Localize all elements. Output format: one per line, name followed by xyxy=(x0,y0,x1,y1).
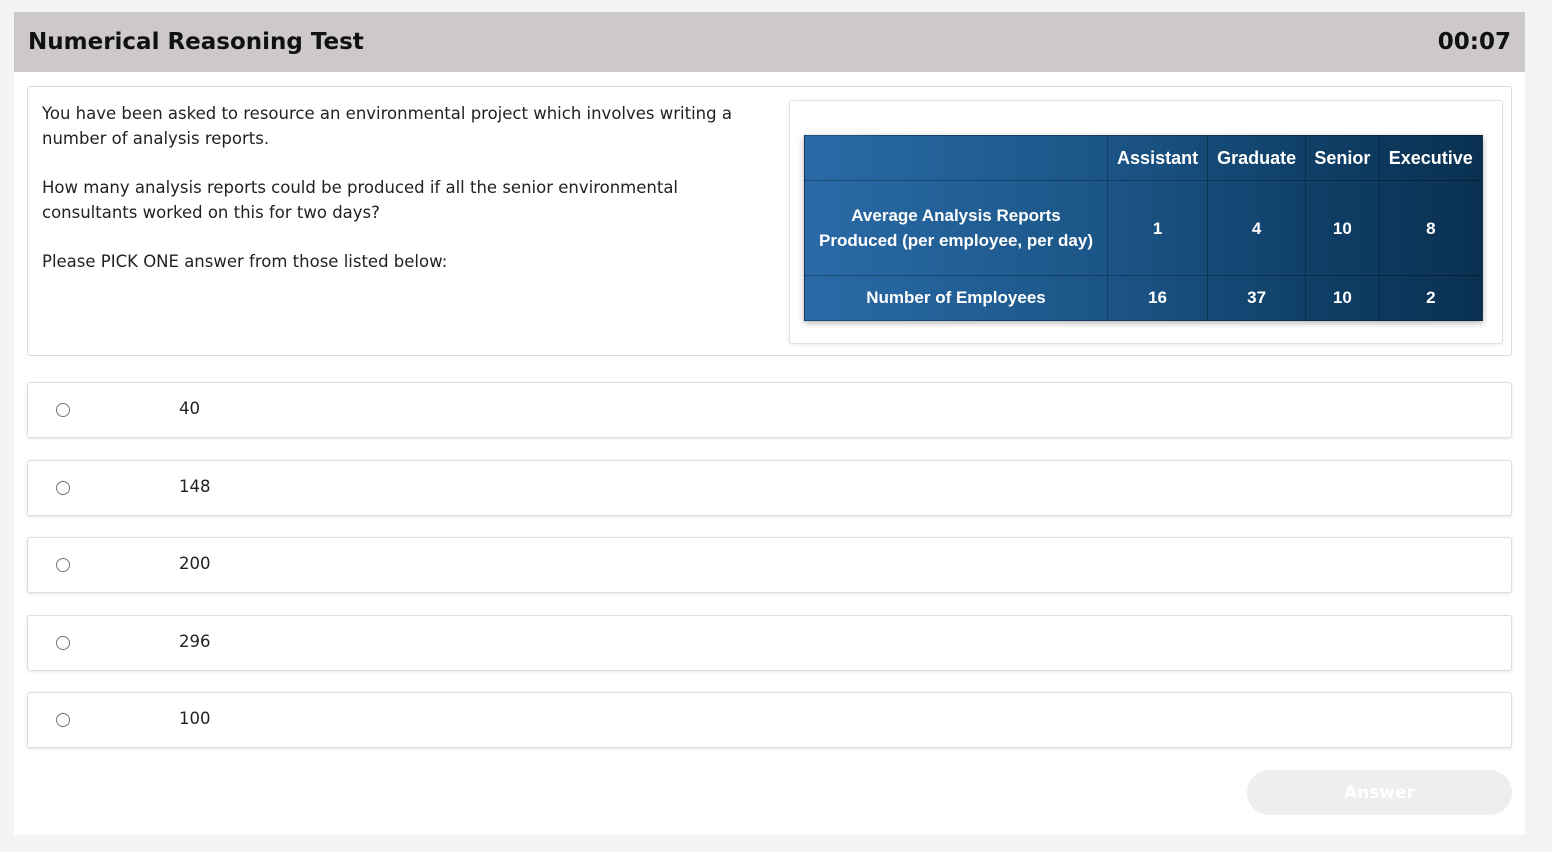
question-prompt: How many analysis reports could be produced if all the senior environmental consultants worked on this for two days? xyxy=(42,178,679,222)
question-instruction: Please PICK ONE answer from those listed below: xyxy=(42,252,448,271)
table-row-label: Number of Employees xyxy=(805,276,1108,321)
table-cell: 37 xyxy=(1208,276,1306,321)
radio-button[interactable] xyxy=(56,403,70,417)
table-cell: 4 xyxy=(1208,181,1306,276)
answer-option[interactable] xyxy=(27,692,1512,748)
data-table-panel xyxy=(789,100,1503,344)
answer-option-label: 200 xyxy=(179,554,211,573)
radio-button[interactable] xyxy=(56,713,70,727)
question-card xyxy=(27,86,1512,356)
radio-button[interactable] xyxy=(56,481,70,495)
answer-option-label: 100 xyxy=(179,709,211,728)
table-cell: 10 xyxy=(1306,276,1379,321)
table-cell: 2 xyxy=(1379,276,1482,321)
answer-option[interactable] xyxy=(27,615,1512,671)
table-header-cell: Senior xyxy=(1306,136,1379,181)
table-cell: 8 xyxy=(1379,181,1482,276)
answer-option-label: 40 xyxy=(179,399,200,418)
table-cell: 16 xyxy=(1108,276,1208,321)
table-cell: 10 xyxy=(1306,181,1379,276)
answer-option[interactable] xyxy=(27,537,1512,593)
table-header-cell: Graduate xyxy=(1208,136,1306,181)
table-row xyxy=(805,181,1483,276)
table-row xyxy=(805,276,1483,321)
table-header-cell xyxy=(805,136,1108,181)
header-bar xyxy=(14,12,1525,72)
table-header-row xyxy=(805,136,1483,181)
radio-button[interactable] xyxy=(56,636,70,650)
question-text xyxy=(42,101,742,298)
table-header-cell: Executive xyxy=(1379,136,1482,181)
table-header-cell: Assistant xyxy=(1108,136,1208,181)
answer-option[interactable] xyxy=(27,382,1512,438)
test-window xyxy=(14,12,1525,835)
answer-option-label: 296 xyxy=(179,631,211,651)
data-table xyxy=(804,135,1483,321)
table-cell: 1 xyxy=(1108,181,1208,276)
radio-button[interactable] xyxy=(56,558,70,572)
question-intro: You have been asked to resource an environmental project which involves writing a number of analysis reports. xyxy=(42,104,732,148)
answer-option-label: 148 xyxy=(179,476,211,496)
answer-button[interactable]: Answer xyxy=(1247,770,1512,815)
answer-option[interactable] xyxy=(27,460,1512,516)
table-row-label: Average Analysis Reports Produced (per employee, per day) xyxy=(805,181,1108,276)
countdown-timer: 00:07 xyxy=(1437,29,1511,55)
answer-options xyxy=(27,382,1512,770)
page-title: Numerical Reasoning Test xyxy=(28,29,364,55)
